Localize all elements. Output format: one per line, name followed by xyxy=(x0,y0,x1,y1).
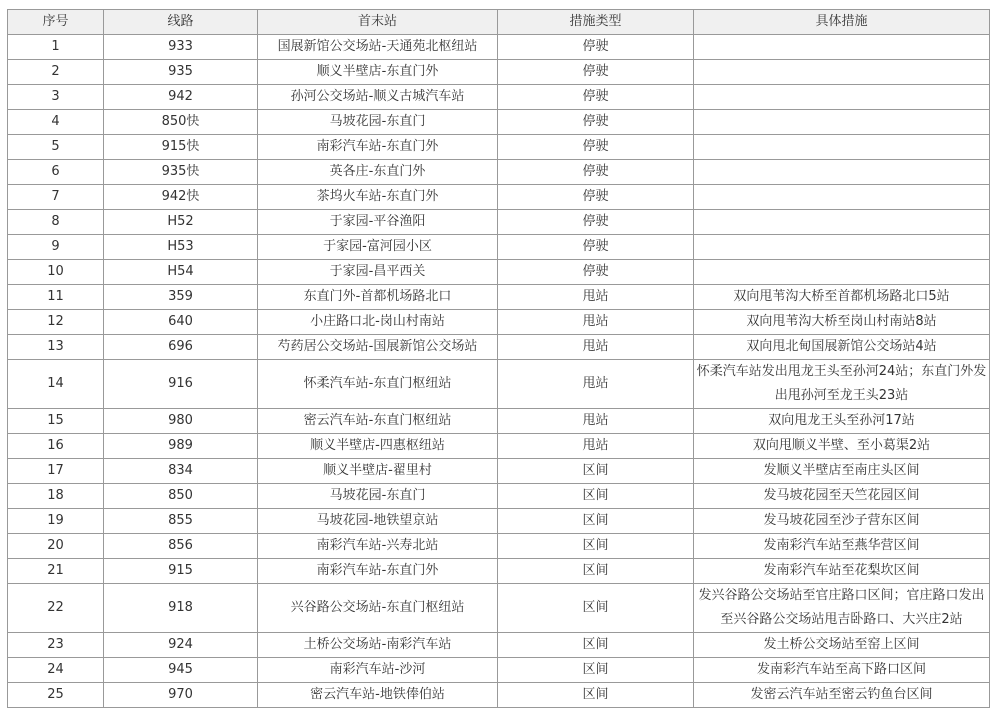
cell-detail: 发马坡花园至天竺花园区间 xyxy=(694,484,990,509)
cell-line: H54 xyxy=(104,260,258,285)
table-row xyxy=(8,658,990,683)
cell-type: 甩站 xyxy=(498,434,694,459)
cell-type: 甩站 xyxy=(498,335,694,360)
cell-line: 980 xyxy=(104,409,258,434)
cell-line: 640 xyxy=(104,310,258,335)
cell-type: 区间 xyxy=(498,509,694,534)
table-row xyxy=(8,160,990,185)
table-row xyxy=(8,235,990,260)
cell-no: 8 xyxy=(8,210,104,235)
cell-route: 南彩汽车站-东直门外 xyxy=(258,559,498,584)
cell-line: 359 xyxy=(104,285,258,310)
cell-detail: 双向甩顺义半壁、至小葛渠2站 xyxy=(694,434,990,459)
cell-detail xyxy=(694,210,990,235)
cell-detail xyxy=(694,60,990,85)
cell-route: 茶坞火车站-东直门外 xyxy=(258,185,498,210)
table-row xyxy=(8,360,990,409)
cell-route: 于家园-富河园小区 xyxy=(258,235,498,260)
cell-no: 5 xyxy=(8,135,104,160)
table-row xyxy=(8,559,990,584)
bus-measures-table xyxy=(7,9,990,708)
cell-line: H52 xyxy=(104,210,258,235)
bus-measures-table-container xyxy=(7,9,990,708)
cell-no: 17 xyxy=(8,459,104,484)
cell-no: 12 xyxy=(8,310,104,335)
cell-detail xyxy=(694,185,990,210)
table-row xyxy=(8,633,990,658)
cell-route: 顺义半壁店-翟里村 xyxy=(258,459,498,484)
header-type: 措施类型 xyxy=(498,10,694,35)
cell-detail: 发南彩汽车站至高下路口区间 xyxy=(694,658,990,683)
cell-line: 924 xyxy=(104,633,258,658)
cell-detail xyxy=(694,260,990,285)
cell-route: 兴谷路公交场站-东直门枢纽站 xyxy=(258,584,498,633)
cell-route: 于家园-昌平西关 xyxy=(258,260,498,285)
table-row xyxy=(8,185,990,210)
cell-no: 20 xyxy=(8,534,104,559)
cell-type: 停驶 xyxy=(498,185,694,210)
cell-detail xyxy=(694,160,990,185)
cell-type: 甩站 xyxy=(498,285,694,310)
header-detail: 具体措施 xyxy=(694,10,990,35)
header-route: 首末站 xyxy=(258,10,498,35)
cell-no: 24 xyxy=(8,658,104,683)
cell-route: 顺义半壁店-东直门外 xyxy=(258,60,498,85)
cell-detail: 发顺义半壁店至南庄头区间 xyxy=(694,459,990,484)
cell-detail: 发密云汽车站至密云钓鱼台区间 xyxy=(694,683,990,708)
cell-no: 22 xyxy=(8,584,104,633)
table-body xyxy=(8,35,990,708)
cell-route: 南彩汽车站-东直门外 xyxy=(258,135,498,160)
cell-route: 于家园-平谷渔阳 xyxy=(258,210,498,235)
table-row xyxy=(8,683,990,708)
table-header-row xyxy=(8,10,990,35)
cell-type: 区间 xyxy=(498,534,694,559)
table-row xyxy=(8,285,990,310)
cell-detail: 发南彩汽车站至花梨坎区间 xyxy=(694,559,990,584)
cell-no: 18 xyxy=(8,484,104,509)
cell-line: 935快 xyxy=(104,160,258,185)
cell-no: 25 xyxy=(8,683,104,708)
cell-line: 942 xyxy=(104,85,258,110)
cell-no: 23 xyxy=(8,633,104,658)
cell-type: 区间 xyxy=(498,683,694,708)
cell-line: 945 xyxy=(104,658,258,683)
cell-type: 甩站 xyxy=(498,409,694,434)
cell-route: 密云汽车站-东直门枢纽站 xyxy=(258,409,498,434)
cell-type: 停驶 xyxy=(498,235,694,260)
cell-line: 970 xyxy=(104,683,258,708)
cell-type: 甩站 xyxy=(498,360,694,409)
cell-detail: 发土桥公交场站至窑上区间 xyxy=(694,633,990,658)
table-row xyxy=(8,85,990,110)
cell-detail: 发南彩汽车站至燕华营区间 xyxy=(694,534,990,559)
cell-route: 马坡花园-东直门 xyxy=(258,110,498,135)
cell-type: 停驶 xyxy=(498,60,694,85)
cell-route: 顺义半壁店-四惠枢纽站 xyxy=(258,434,498,459)
cell-no: 21 xyxy=(8,559,104,584)
cell-no: 9 xyxy=(8,235,104,260)
table-row xyxy=(8,35,990,60)
cell-detail: 怀柔汽车站发出甩龙王头至孙河24站；东直门外发出甩孙河至龙王头23站 xyxy=(694,360,990,409)
cell-route: 小庄路口北-岗山村南站 xyxy=(258,310,498,335)
cell-no: 7 xyxy=(8,185,104,210)
cell-detail xyxy=(694,110,990,135)
cell-no: 3 xyxy=(8,85,104,110)
cell-route: 密云汽车站-地铁俸伯站 xyxy=(258,683,498,708)
table-row xyxy=(8,434,990,459)
cell-type: 停驶 xyxy=(498,210,694,235)
cell-detail xyxy=(694,85,990,110)
header-no: 序号 xyxy=(8,10,104,35)
cell-no: 1 xyxy=(8,35,104,60)
cell-type: 停驶 xyxy=(498,135,694,160)
cell-no: 14 xyxy=(8,360,104,409)
table-row xyxy=(8,135,990,160)
cell-line: 916 xyxy=(104,360,258,409)
cell-type: 区间 xyxy=(498,584,694,633)
cell-type: 停驶 xyxy=(498,160,694,185)
cell-type: 区间 xyxy=(498,484,694,509)
cell-type: 区间 xyxy=(498,559,694,584)
cell-route: 怀柔汽车站-东直门枢纽站 xyxy=(258,360,498,409)
cell-type: 区间 xyxy=(498,633,694,658)
cell-line: 933 xyxy=(104,35,258,60)
cell-no: 15 xyxy=(8,409,104,434)
cell-route: 马坡花园-东直门 xyxy=(258,484,498,509)
cell-line: 915快 xyxy=(104,135,258,160)
cell-detail xyxy=(694,35,990,60)
cell-line: 942快 xyxy=(104,185,258,210)
cell-line: 850 xyxy=(104,484,258,509)
cell-line: 915 xyxy=(104,559,258,584)
cell-detail: 发兴谷路公交场站至官庄路口区间；官庄路口发出至兴谷路公交场站甩吉卧路口、大兴庄2站 xyxy=(694,584,990,633)
cell-no: 13 xyxy=(8,335,104,360)
cell-no: 4 xyxy=(8,110,104,135)
cell-type: 停驶 xyxy=(498,110,694,135)
table-row xyxy=(8,459,990,484)
table-row xyxy=(8,310,990,335)
cell-detail xyxy=(694,135,990,160)
cell-type: 停驶 xyxy=(498,260,694,285)
table-row xyxy=(8,409,990,434)
table-row xyxy=(8,584,990,633)
cell-no: 10 xyxy=(8,260,104,285)
table-row xyxy=(8,534,990,559)
table-row xyxy=(8,60,990,85)
cell-route: 芍药居公交场站-国展新馆公交场站 xyxy=(258,335,498,360)
cell-type: 停驶 xyxy=(498,85,694,110)
cell-route: 孙河公交场站-顺义古城汽车站 xyxy=(258,85,498,110)
cell-line: 935 xyxy=(104,60,258,85)
cell-line: 989 xyxy=(104,434,258,459)
cell-line: 850快 xyxy=(104,110,258,135)
cell-line: H53 xyxy=(104,235,258,260)
cell-line: 856 xyxy=(104,534,258,559)
table-row xyxy=(8,335,990,360)
cell-route: 土桥公交场站-南彩汽车站 xyxy=(258,633,498,658)
cell-route: 东直门外-首都机场路北口 xyxy=(258,285,498,310)
cell-detail: 双向甩苇沟大桥至岗山村南站8站 xyxy=(694,310,990,335)
cell-no: 19 xyxy=(8,509,104,534)
cell-route: 南彩汽车站-沙河 xyxy=(258,658,498,683)
cell-route: 英各庄-东直门外 xyxy=(258,160,498,185)
cell-detail: 双向甩苇沟大桥至首都机场路北口5站 xyxy=(694,285,990,310)
cell-detail: 双向甩北甸国展新馆公交场站4站 xyxy=(694,335,990,360)
header-line: 线路 xyxy=(104,10,258,35)
cell-detail: 发马坡花园至沙子营东区间 xyxy=(694,509,990,534)
cell-no: 2 xyxy=(8,60,104,85)
cell-line: 918 xyxy=(104,584,258,633)
table-row xyxy=(8,509,990,534)
cell-type: 甩站 xyxy=(498,310,694,335)
cell-detail xyxy=(694,235,990,260)
cell-no: 6 xyxy=(8,160,104,185)
cell-no: 16 xyxy=(8,434,104,459)
cell-type: 区间 xyxy=(498,459,694,484)
table-row xyxy=(8,260,990,285)
cell-detail: 双向甩龙王头至孙河17站 xyxy=(694,409,990,434)
table-row xyxy=(8,484,990,509)
cell-no: 11 xyxy=(8,285,104,310)
cell-line: 855 xyxy=(104,509,258,534)
table-row xyxy=(8,110,990,135)
cell-route: 马坡花园-地铁望京站 xyxy=(258,509,498,534)
cell-line: 834 xyxy=(104,459,258,484)
cell-type: 停驶 xyxy=(498,35,694,60)
cell-route: 南彩汽车站-兴寿北站 xyxy=(258,534,498,559)
cell-route: 国展新馆公交场站-天通苑北枢纽站 xyxy=(258,35,498,60)
cell-line: 696 xyxy=(104,335,258,360)
table-row xyxy=(8,210,990,235)
cell-type: 区间 xyxy=(498,658,694,683)
